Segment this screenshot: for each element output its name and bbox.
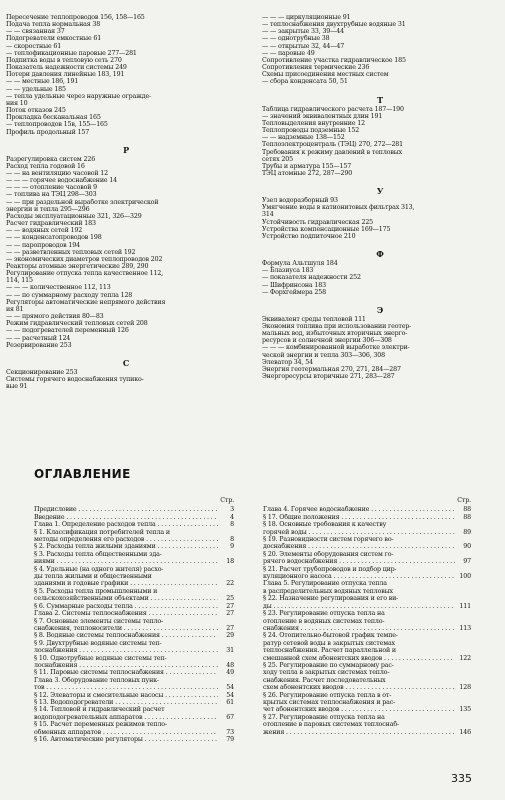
toc-entry-title: Глава 1. Определение расходов тепла . . . <box>34 521 218 528</box>
toc-entry-title: § 4. Удельные (на одного жителя) расхо- <box>34 565 164 573</box>
index-entry: Системы горячего водоснабжения тупико- <box>6 376 144 384</box>
index-entry: Резервирование 253 <box>6 341 72 349</box>
toc-entry-title: обменных аппаратов . . . <box>34 729 218 736</box>
toc-entry-title: § 22. Назначение регулирования и его ви- <box>263 595 399 603</box>
index-entry: Подача тепла нормальная 38 <box>6 21 101 29</box>
toc-entry-line[interactable] <box>34 677 234 684</box>
toc-entry-line[interactable] <box>34 640 234 647</box>
index-entry: — показателя надежности 252 <box>262 274 361 282</box>
toc-entry-line[interactable] <box>34 573 234 580</box>
toc-entry-title: § 11. Паровые системы теплоснабжения . . . <box>34 669 218 676</box>
toc-entry-title: теплоснабжения. Расчет параллельной и <box>263 647 396 655</box>
toc-entry-page: 29 <box>226 632 234 640</box>
toc-entry-page: 31 <box>226 647 234 655</box>
toc-entry-page: 113 <box>459 624 471 632</box>
toc-entry-title: водоподогревательных аппаратов . . . <box>34 714 218 721</box>
toc-entry-page: 25 <box>226 595 234 603</box>
toc-entry-title: § 12. Элеваторы и смесительные насосы . . . <box>34 692 218 699</box>
toc-entry-title: смешанной схем абонентских вводов . . . <box>263 655 455 662</box>
index-entry: Схемы присоединения местных систем <box>262 71 389 79</box>
toc-entry-page: 9 <box>230 543 234 551</box>
toc-entry-line[interactable] <box>263 662 471 669</box>
toc-entry[interactable] <box>34 684 234 691</box>
toc-entry-page: 49 <box>226 669 234 677</box>
toc-heading: ОГЛАВЛЕНИЕ <box>34 467 131 481</box>
toc-entry-title: куляционного насоса . . . <box>263 573 455 580</box>
index-entry: — — водяных сетей 192 <box>6 227 83 235</box>
index-entry: — сбора конденсата 50, 51 <box>262 78 348 86</box>
toc-entry-page: 128 <box>459 684 471 692</box>
index-entry: — — местные 186, 191 <box>6 78 79 86</box>
index-entry: Поток отказов 245 <box>6 107 66 115</box>
toc-entry-page: 111 <box>459 602 471 610</box>
index-entry: — — связанная 37 <box>6 28 65 36</box>
toc-entry-line[interactable] <box>263 566 471 573</box>
index-entry: энергии и тепла 295—296 <box>6 205 90 213</box>
toc-entry-line[interactable] <box>34 551 234 558</box>
index-entry: — — — комбинированной выработке электри- <box>262 344 410 352</box>
index-entry: — — на вентиляцию часовой 12 <box>6 169 108 177</box>
index-entry: Показатель надежности системы 249 <box>6 64 127 72</box>
index-entry: Подпитка воды в тепловую сеть 270 <box>6 56 122 64</box>
toc-entry[interactable] <box>34 625 234 632</box>
toc-entry-title: методы определения его расходов . . . <box>34 536 218 543</box>
index-entry: — — паровые 49 <box>262 49 315 57</box>
index-entry: Расход тепла годовой 16 <box>6 162 85 170</box>
toc-entry-line[interactable] <box>263 640 471 647</box>
index-entry: Теплопроводы подземные 152 <box>262 127 360 135</box>
toc-entry-line[interactable] <box>263 714 471 721</box>
index-entry: Устройства компенсационные 169—175 <box>262 225 391 233</box>
index-entry: Профиль продольный 157 <box>6 128 90 136</box>
index-entry: — экономических диаметров теплопроводов 202 <box>6 255 163 263</box>
toc-entry-page: 61 <box>226 698 234 706</box>
index-entry: Расчет гидравлический 183 <box>6 220 96 228</box>
index-gap <box>262 177 498 185</box>
index-entry: ия 81 <box>6 305 24 313</box>
toc-entry-page: 146 <box>459 728 471 736</box>
toc-entry-title: § 6. Суммарные расходы тепла . . . <box>34 603 218 610</box>
toc-entry-line[interactable] <box>263 551 471 558</box>
toc-entry-page: 4 <box>230 513 234 521</box>
index-section-letter: Р <box>123 144 129 155</box>
toc-entry-title: Глава 5. Регулирование отпуска тепла <box>263 580 387 588</box>
toc-entry[interactable] <box>263 655 471 662</box>
toc-page-label-right: Стр. <box>457 497 471 504</box>
toc-entry-title: лоснабжения . . . <box>34 662 218 669</box>
index-entry: Прокладка бесканальная 165 <box>6 114 101 122</box>
toc-entry-title: в распределительных водяных тепловых <box>263 587 393 595</box>
toc-entry-title: ды . . . <box>263 603 455 610</box>
toc-entry[interactable] <box>34 647 234 654</box>
toc-entry-title: § 3. Расходы тепла общественными зда- <box>34 550 162 558</box>
toc-entry-line[interactable] <box>34 721 234 728</box>
index-entry: — — паропроводов 194 <box>6 241 80 249</box>
index-section-letter: У <box>376 186 384 197</box>
index-column-left <box>6 14 246 390</box>
index-entry: — — однотрубные 38 <box>262 35 330 43</box>
index-entry: Сопротивления термические 236 <box>262 64 370 72</box>
toc-entry-title: § 13. Водоподогреватели . . . <box>34 699 218 706</box>
toc-entry-title: жения . . . <box>263 729 455 736</box>
index-entry: Пересечение теплопроводов 156, 158—165 <box>6 14 145 21</box>
index-entry: вые 91 <box>6 383 28 391</box>
toc-entry[interactable] <box>263 603 471 610</box>
toc-entry[interactable] <box>34 558 234 565</box>
toc-entry[interactable] <box>34 610 234 617</box>
index-entry: Умягчение воды в катионитовых фильтрах 313, <box>262 204 415 212</box>
index-entry: — — подогревателей переменный 126 <box>6 327 129 335</box>
toc-entry[interactable] <box>34 632 234 639</box>
toc-entry-title: доснабжения . . . <box>263 543 455 550</box>
toc-entry[interactable] <box>263 729 471 736</box>
toc-entry-title: § 1. Классификация потребителей тепла и <box>34 528 170 536</box>
toc-entry-title: § 5. Расходы тепла промышленными и <box>34 587 158 595</box>
toc-entry-line[interactable] <box>263 610 471 617</box>
toc-entry-title: § 10. Однотрубные водяные системы теп- <box>34 654 167 662</box>
toc-entry-title: § 7. Основные элементы системы тепло- <box>34 617 164 625</box>
index-entry: Трубы и арматура 155—157 <box>262 162 352 170</box>
index-entry: — — — количественное 112, 113 <box>6 284 111 292</box>
toc-entry-title: снабжения. Расчет последовательных <box>263 676 386 684</box>
index-entry: — теплоснабжения двухтрубные водяные 31 <box>262 21 406 29</box>
toc-entry-title: § 20. Элементы оборудования систем го- <box>263 550 394 558</box>
toc-entry-page: 27 <box>226 610 234 618</box>
index-entry: — Блазиуса 183 <box>262 267 314 275</box>
toc-entry-page: 22 <box>226 580 234 588</box>
toc-entry-title: § 2. Расходы тепла жилыми зданиями . . . <box>34 543 218 550</box>
toc-entry-title: сельскохозяйственными объектами . . . <box>34 595 218 602</box>
page-number: 335 <box>451 772 472 785</box>
toc-entry-page: 48 <box>226 661 234 669</box>
toc-entry-page: 54 <box>226 691 234 699</box>
toc-entry-title: Глава 2. Системы теплоснабжения . . . <box>34 610 218 617</box>
index-entry: Регулирование отпуска тепла качественное 112, <box>6 270 164 278</box>
index-entry: — — открытые 32, 44—47 <box>262 42 345 50</box>
index-entry: — — по суммарному расходу тепла 128 <box>6 291 133 299</box>
index-entry: — значений эквивалентных длин 191 <box>262 112 383 120</box>
toc-entry-page: 8 <box>230 521 234 529</box>
toc-entry-title: горячей воды . . . <box>263 529 455 536</box>
index-entry: — — закрытые 33, 39—44 <box>262 28 345 36</box>
toc-entry-title: § 26. Регулирование отпуска тепла в от- <box>263 691 392 699</box>
toc-entry-page: 54 <box>226 684 234 692</box>
toc-entry[interactable] <box>34 729 234 736</box>
toc-entry-title: снабжения . . . <box>263 625 455 632</box>
toc-entry-page: 100 <box>459 573 471 581</box>
index-gap <box>262 86 498 94</box>
toc-entry-line[interactable] <box>263 521 471 528</box>
toc-entry-title: зданиями и годовые графики . . . <box>34 580 218 587</box>
toc-entry-line[interactable] <box>263 580 471 587</box>
toc-entry[interactable] <box>34 595 234 602</box>
index-entry: сетях 205 <box>262 155 293 163</box>
index-entry: мальных вод, избыточных вторичных энерго- <box>262 330 408 338</box>
toc-entry-page: 79 <box>226 736 234 743</box>
toc-entry-title: § 18. Основные требования к качеству <box>263 521 387 529</box>
toc-entry-page: 73 <box>226 728 234 736</box>
index-section-letter: Ф <box>376 249 384 260</box>
toc-entry-title: ходу тепла в закрытых системах тепло- <box>263 669 390 677</box>
index-entry: Подогреватели емкостные 61 <box>6 35 102 43</box>
toc-entry[interactable] <box>34 736 234 743</box>
index-entry: Энергоресурсы вторичные 271, 283—287 <box>262 373 395 381</box>
index-entry: — — — отопление часовой 9 <box>6 184 98 192</box>
index-entry: Требования к режиму давлений в тепловых <box>262 148 402 156</box>
toc-entry-title: лоснабжения . . . <box>34 647 218 654</box>
index-gap <box>6 349 246 357</box>
toc-entry[interactable] <box>263 684 471 691</box>
index-entry: Таблица гидравлического расчета 187—190 <box>262 105 404 113</box>
toc-entry-title: § 27. Регулирование отпуска тепла на <box>263 713 385 721</box>
toc-entry[interactable] <box>263 529 471 536</box>
index-entry: — — расчетный 124 <box>6 334 71 342</box>
index-section-letter: Т <box>377 94 383 105</box>
index-entry: — тепла удельные через наружные огражде- <box>6 92 152 100</box>
toc-entry[interactable] <box>34 536 234 543</box>
index-entry: Устойчивость гидравлическая 225 <box>262 218 374 226</box>
index-entry: Реакторы атомные энергетические 289, 290 <box>6 263 149 270</box>
index-entry: Режим гидравлический тепловых сетей 208 <box>6 320 148 328</box>
toc-entry-line[interactable] <box>34 566 234 573</box>
toc-entry[interactable] <box>263 514 471 521</box>
toc-entry-page: 135 <box>459 706 471 714</box>
toc-entry-page: 27 <box>226 602 234 610</box>
toc-entry-title: § 17. Общие положения . . . <box>263 514 455 521</box>
toc-entry-title: Предисловие . . . <box>34 506 218 513</box>
toc-entry-title: § 8. Водяные системы теплоснабжения . . . <box>34 632 218 639</box>
index-column-right <box>262 14 498 380</box>
toc-column-left <box>34 497 234 743</box>
toc-entry-title: чет абонентских вводов . . . <box>263 706 455 713</box>
toc-entry[interactable] <box>34 506 234 513</box>
toc-entry-title: § 19. Разновидности систем горячего во- <box>263 536 394 544</box>
toc-entry[interactable] <box>34 669 234 676</box>
toc-entry-page: 88 <box>463 506 471 514</box>
toc-entry-line[interactable] <box>263 647 471 654</box>
toc-entry[interactable] <box>34 603 234 610</box>
toc-entry-line[interactable] <box>34 618 234 625</box>
index-entry: ческой энергии и тепла 303—306, 308 <box>262 351 385 359</box>
toc-entries-left <box>34 506 234 743</box>
index-entry: — — при раздельной выработке электрической <box>6 198 159 206</box>
toc-entries-right <box>263 506 471 736</box>
index-entry: Теплоэлектроцентраль (ТЭЦ) 270, 272—281 <box>262 141 404 149</box>
toc-column-right <box>263 497 471 736</box>
toc-entry-title: § 16. Автоматические регуляторы . . . <box>34 736 218 743</box>
toc-entry-line[interactable] <box>263 669 471 676</box>
index-entry: — Форхгеймера 258 <box>262 288 327 296</box>
index-gap <box>262 296 498 304</box>
toc-entry-line[interactable] <box>34 706 234 713</box>
index-entry: Разрегулировка систем 226 <box>6 155 96 163</box>
toc-entry[interactable] <box>34 543 234 550</box>
toc-entry-title: § 23. Регулирование отпуска тепла на <box>263 610 385 618</box>
toc-entry-page: 122 <box>459 654 471 662</box>
index-entry: Устройство подпиточное 210 <box>262 232 356 240</box>
toc-entry[interactable] <box>34 692 234 699</box>
index-entry: — топлива на ТЭЦ 298—303 <box>6 191 97 199</box>
index-entry: — теплофикационные паровые 277—281 <box>6 49 137 57</box>
index-entry: Эквивалент среды тепловой 111 <box>262 315 366 323</box>
toc-entry-line[interactable] <box>34 529 234 536</box>
toc-entry-title: Введение . . . <box>34 514 218 521</box>
index-entry: Элеватор 34, 54 <box>262 358 313 366</box>
index-entry: Формула Альтшуля 184 <box>262 260 338 268</box>
toc-entry-title: § 9. Двухтрубные водяные системы теп- <box>34 639 162 647</box>
toc-entry-title: § 24. Отопительно-бытовой график темпе- <box>263 632 398 640</box>
toc-entry-title: схем абонентских вводов . . . <box>263 684 455 691</box>
toc-entry-title: снабжения, теплоносители . . . <box>34 625 218 632</box>
toc-entry-page: 3 <box>230 506 234 514</box>
index-entry: ТЭЦ атомные 272, 287—290 <box>262 169 353 177</box>
toc-entry-line[interactable] <box>263 699 471 706</box>
toc-entry-line[interactable] <box>263 692 471 699</box>
toc-entry-page: 89 <box>463 528 471 536</box>
toc-entry[interactable] <box>34 514 234 521</box>
index-entry: Энергия геотермальная 270, 271, 284—287 <box>262 365 401 373</box>
toc-entry-page: 27 <box>226 624 234 632</box>
toc-entry-title: ратур сетевой воды в закрытых системах <box>263 639 395 647</box>
toc-entry-page: 18 <box>226 558 234 566</box>
index-entry: Сопротивление участка гидравлическое 185 <box>262 56 406 64</box>
toc-entry-line[interactable] <box>263 536 471 543</box>
index-entry: Расходы эксплуатационные 321, 326—329 <box>6 212 142 220</box>
index-entry: Экономия топлива при использовании геотер- <box>262 323 412 330</box>
toc-entry-page: 67 <box>226 713 234 721</box>
toc-entry-line[interactable] <box>263 677 471 684</box>
toc-entry-line[interactable] <box>34 588 234 595</box>
index-entry: — — удельные 185 <box>6 85 66 93</box>
index-entry: — — — циркуляционные 91 <box>262 14 351 21</box>
index-entry: Тепловыделения внутренние 12 <box>262 119 365 127</box>
toc-entry-title: отопление в водяных системах тепло- <box>263 617 385 625</box>
index-entry: — теплопроводов 15в, 155—165 <box>6 121 108 129</box>
index-entry: — Шифринсона 183 <box>262 281 326 289</box>
toc-entry-line[interactable] <box>34 655 234 662</box>
toc-entry-page: 97 <box>463 558 471 566</box>
index-section-letter: Э <box>376 304 384 315</box>
index-entry: Секционирование 253 <box>6 368 78 376</box>
index-entry: — скоростные 61 <box>6 42 62 50</box>
toc-entry-line[interactable] <box>263 721 471 728</box>
toc-entry-line[interactable] <box>263 618 471 625</box>
index-entry: ния 10 <box>6 99 28 107</box>
toc-entry[interactable] <box>263 625 471 632</box>
toc-entry-title: крытых системах теплоснабжения и рас- <box>263 698 396 706</box>
toc-entry-title: § 14. Тепловой и гидравлический расчет <box>34 706 165 714</box>
index-entry: — — конденсатопроводов 198 <box>6 234 102 242</box>
toc-entry[interactable] <box>34 580 234 587</box>
index-entry: ресурсов и солнечной энергии 306—308 <box>262 337 392 345</box>
toc-entry[interactable] <box>263 706 471 713</box>
toc-entry-line[interactable] <box>263 588 471 595</box>
toc-entry-title: Глава 3. Оборудование тепловых пунк- <box>34 676 159 684</box>
index-entry: Потери давления линейные 183, 191 <box>6 71 125 79</box>
toc-entry-page: 88 <box>463 513 471 521</box>
index-gap <box>262 240 498 248</box>
index-entry: Регуляторы автоматические непрямого действия <box>6 298 166 306</box>
toc-entry-title: Глава 4. Горячее водоснабжение . . . <box>263 506 455 513</box>
toc-entry-line[interactable] <box>263 632 471 639</box>
toc-entry-title: § 25. Регулирование по суммарному рас- <box>263 661 394 669</box>
index-entry: 314 <box>262 211 274 219</box>
toc-entry[interactable] <box>34 662 234 669</box>
index-section-letter: С <box>122 357 130 368</box>
toc-entry[interactable] <box>34 714 234 721</box>
toc-entry[interactable] <box>263 543 471 550</box>
toc-page-label-left: Стр. <box>220 497 234 504</box>
toc-entry-title: тов . . . <box>34 684 218 691</box>
toc-entry[interactable] <box>34 521 234 528</box>
toc-entry[interactable] <box>34 699 234 706</box>
toc-entry-line[interactable] <box>263 595 471 602</box>
toc-entry[interactable] <box>263 506 471 513</box>
index-entry: 114, 115 <box>6 277 33 285</box>
toc-entry-title: рячего водоснабжения . . . <box>263 558 455 565</box>
toc-entry[interactable] <box>263 558 471 565</box>
index-gap <box>6 136 246 144</box>
index-entry: — — надземные 138—152 <box>262 134 345 142</box>
index-entry: — — — горячее водоснабжение 14 <box>6 177 118 185</box>
toc-entry-page: 8 <box>230 536 234 544</box>
toc-entry-title: § 15. Расчет переменных режимов тепло- <box>34 721 167 729</box>
index-entry: Узел водоразборный 93 <box>262 197 338 205</box>
toc-entry[interactable] <box>263 573 471 580</box>
toc-entry-page: 90 <box>463 543 471 551</box>
toc-entry-title: ды тепла жилыми и общественными <box>34 573 152 581</box>
index-entry: — — прямого действия 80—83 <box>6 313 104 321</box>
toc-entry-title: § 21. Расчет трубопроводов и подбор цир- <box>263 565 397 573</box>
toc-entry-title: отопление в паровых системах теплоснаб- <box>263 721 399 729</box>
index-entry: — — разветвленных тепловых сетей 192 <box>6 248 136 256</box>
toc-entry-title: ниями . . . <box>34 558 218 565</box>
